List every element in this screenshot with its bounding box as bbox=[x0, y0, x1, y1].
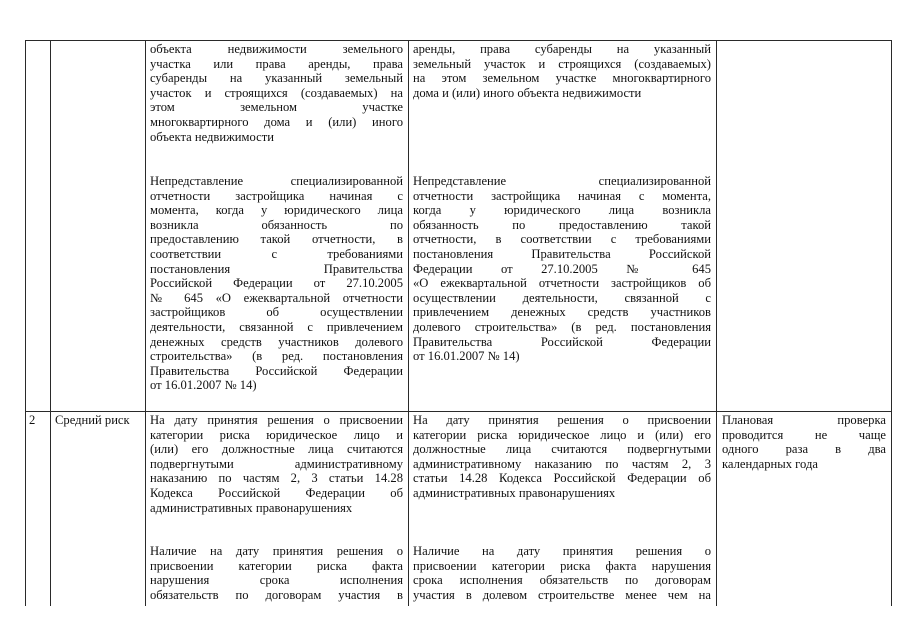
text-line: привлечением денежных средств участников bbox=[413, 305, 711, 320]
text-line: административному наказанию по частям 2, 3 bbox=[413, 456, 711, 471]
text-line: административных правонарушениях bbox=[413, 485, 616, 500]
text-line: от 16.01.2007 № 14) bbox=[413, 349, 520, 364]
text-line: объекта недвижимости земельного bbox=[150, 42, 403, 56]
row1-criteria-cell bbox=[150, 42, 403, 144]
text-line: соответствии с требованиями bbox=[150, 246, 403, 261]
row2-inspection-cell bbox=[722, 413, 886, 471]
row2-criteria-cell-bottom bbox=[150, 544, 403, 602]
text-line: этом земельном участке bbox=[150, 100, 403, 115]
column-divider-3 bbox=[408, 40, 409, 606]
text-line: от 16.01.2007 № 14) bbox=[150, 378, 257, 393]
text-line: аренды, права субаренды на указанный bbox=[413, 42, 711, 56]
text-line: присвоении категории риска факта нарушения bbox=[413, 558, 711, 573]
text-line: участия в долевом строительстве менее чем на bbox=[413, 587, 711, 602]
text-line: на этом земельном участке многоквартирного bbox=[413, 71, 711, 86]
text-line: долевого строительства» (в ред. постановления bbox=[413, 319, 711, 334]
text-line: когда у юридического лица возникла bbox=[413, 203, 711, 218]
text-line: постановления Правительства Российской bbox=[413, 246, 711, 261]
text-line: наказанию по частям 2, 3 статьи 14.28 bbox=[150, 471, 403, 486]
text-line: постановления Правительства bbox=[150, 261, 403, 276]
text-line: Наличие на дату принятия решения о bbox=[413, 544, 711, 558]
row2-criteria-cell bbox=[150, 413, 403, 515]
text-line: № 645 «О ежеквартальной отчетности bbox=[150, 290, 403, 305]
text-line: дома и (или) иного объекта недвижимости bbox=[413, 85, 642, 100]
text-line: Федерации от 27.10.2005 № 645 bbox=[413, 261, 711, 276]
text-line: Правительства Российской Федерации bbox=[150, 363, 403, 378]
column-divider-4 bbox=[716, 40, 717, 606]
text-line: строительства» (в ред. постановления bbox=[150, 349, 403, 364]
text-line: момента, когда у юридического лица bbox=[150, 203, 403, 218]
row2-indicator-bottom bbox=[413, 544, 711, 602]
text-line: административных правонарушениях bbox=[150, 500, 353, 515]
text-line: срока исполнения обязательств по договорам bbox=[413, 573, 711, 588]
text-line: одного раза в два bbox=[722, 442, 886, 457]
text-line: Непредставление специализированной bbox=[413, 174, 711, 188]
text-line: объекта недвижимости bbox=[150, 129, 274, 144]
text-line: участка или права аренды, права bbox=[150, 56, 403, 71]
row1-indicator-bottom bbox=[413, 174, 711, 364]
text-line: должностные лица считаются подвергнутыми bbox=[413, 442, 711, 457]
text-line: отчетности застройщика начиная с bbox=[150, 188, 403, 203]
row2-number-cell bbox=[29, 413, 47, 428]
row2-indicator-cell bbox=[413, 413, 711, 501]
text-line: Правительства Российской Федерации bbox=[413, 334, 711, 349]
text-line: Наличие на дату принятия решения о bbox=[150, 544, 403, 558]
row2-indicator-cell-bottom bbox=[413, 544, 711, 602]
text-line: проводится не чаще bbox=[722, 427, 886, 442]
row1-indicator-cell-bottom bbox=[413, 174, 711, 364]
text-line: обязательств по договорам участия в bbox=[150, 587, 403, 602]
column-divider-1 bbox=[50, 40, 51, 606]
text-line: отчетности застройщика начиная с момента, bbox=[413, 188, 711, 203]
text-line: Плановая проверка bbox=[722, 413, 886, 427]
row2-indicator-top bbox=[413, 413, 711, 501]
row1-indicator-top bbox=[413, 42, 711, 100]
text-line: (или) его должностные лица считаются bbox=[150, 442, 403, 457]
text-line: Непредставление специализированной bbox=[150, 174, 403, 188]
table-border-right bbox=[891, 40, 892, 606]
row1-criteria-cell-bottom bbox=[150, 174, 403, 393]
text-line: подвергнутыми административному bbox=[150, 456, 403, 471]
text-line: статьи 14.28 Кодекса Российской Федерации об bbox=[413, 471, 711, 486]
text-line: На дату принятия решения о присвоении bbox=[150, 413, 403, 427]
row2-inspection-text bbox=[722, 413, 886, 471]
text-line: календарных года bbox=[722, 456, 818, 471]
row1-criteria-bottom bbox=[150, 174, 403, 393]
row2-criteria-top bbox=[150, 413, 403, 515]
table-border-left bbox=[25, 40, 26, 606]
text-line: земельный участок и строящихся (создаваемых) bbox=[413, 56, 711, 71]
text-line: предоставлению такой отчетности, в bbox=[150, 232, 403, 247]
text-line: обязанность по предоставлению такой bbox=[413, 217, 711, 232]
text-line: субаренды на указанный земельный bbox=[150, 71, 403, 86]
text-line: отчетности, в соответствии с требованиями bbox=[413, 232, 711, 247]
text-line: категории риска юридическое лицо и bbox=[150, 427, 403, 442]
row1-criteria-top bbox=[150, 42, 403, 144]
text-line: возникла обязанность по bbox=[150, 217, 403, 232]
text-line: Кодекса Российской Федерации об bbox=[150, 485, 403, 500]
row2-criteria-bottom bbox=[150, 544, 403, 602]
text-line: деятельности, связанной с привлечением bbox=[150, 319, 403, 334]
text-line: застройщиков об осуществлении bbox=[150, 305, 403, 320]
row-number: 2 bbox=[29, 413, 36, 427]
text-line: денежных средств участников долевого bbox=[150, 334, 403, 349]
text-line: На дату принятия решения о присвоении bbox=[413, 413, 711, 427]
text-line: участок и строящихся (создаваемых) на bbox=[150, 85, 403, 100]
text-line: категории риска юридическое лицо и (или) его bbox=[413, 427, 711, 442]
column-divider-2 bbox=[145, 40, 146, 606]
risk-category: Средний риск bbox=[55, 413, 130, 427]
text-line: нарушения срока исполнения bbox=[150, 573, 403, 588]
row1-indicator-cell bbox=[413, 42, 711, 100]
text-line: «О ежеквартальной отчетности застройщиков об bbox=[413, 276, 711, 291]
text-line: осуществлении деятельности, связанной с bbox=[413, 290, 711, 305]
row-divider bbox=[25, 411, 892, 412]
text-line: многоквартирного дома и (или) иного bbox=[150, 114, 403, 129]
text-line: Российской Федерации от 27.10.2005 bbox=[150, 276, 403, 291]
table-border-top bbox=[25, 40, 892, 41]
row2-risk-cell bbox=[55, 413, 143, 428]
text-line: присвоении категории риска факта bbox=[150, 558, 403, 573]
